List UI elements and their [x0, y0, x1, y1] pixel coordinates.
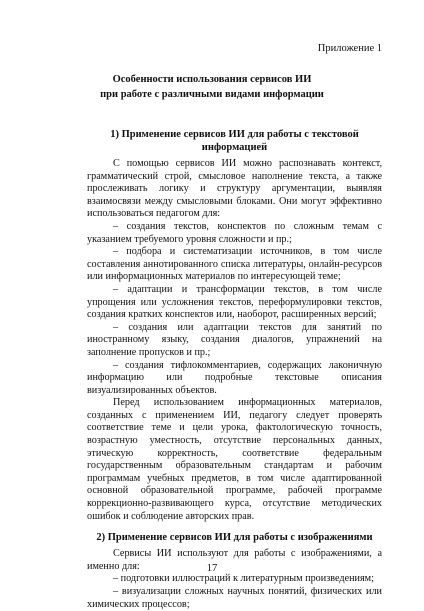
list-item: – создания или адаптации текстов для занятий по иностранному языку, создания диалогов, упражнений на заполнение пропусков и пр.; — [87, 321, 382, 358]
list-item: – визуализации сложных научных понятий, физических или химических процессов; — [87, 586, 382, 610]
page-number: 17 — [206, 563, 218, 574]
list-item: – подготовки иллюстраций к литературным произведениям; — [113, 573, 374, 585]
document-body — [87, 128, 382, 611]
list-item: – создания тифлокомментариев, содержащих лаконичную информацию или подробные текстовые описания визуализированных объектов. — [87, 359, 382, 396]
appendix-label: Приложение 1 — [317, 43, 382, 54]
section-2-intro: Сервисы ИИ используют для работы с изображениями, а именно для: — [87, 548, 382, 572]
section-1-intro: С помощью сервисов ИИ можно распознавать контекст, грамматический строй, смысловое наполнение текста, а также прослеживать логику и структуру аргументации, выявляя взаимосвязи между смысловыми блоками. Они могут эффективно использоваться педагогом для: — [87, 158, 382, 220]
document-title — [0, 72, 424, 102]
section-1-closing: Перед использованием информационных материалов, созданных с применением ИИ, педагогу следует проверять соответствие теме и цели урока, фактологическую точность, возрастную уместность, отсутствие персональных данных, этическую корректность, соответствие федеральным государственным образовательным стандартам и рабочим программам учебных предметов, в том числе адаптированной основной образовательной программе, рабочей программе коррекционно-развивающего курса, отсутствие методических ошибок и соблюдение авторских прав. — [87, 397, 382, 522]
section-1-heading: 1) Применение сервисов ИИ для работы с текстовой информацией — [110, 129, 359, 153]
list-item: – подбора и систематизации источников, в том числе составления аннотированного списка литературы, онлайн-ресурсов или информационных материалов по интересующей теме; — [87, 246, 382, 283]
title-line-2: при работе с различными видами информации — [100, 89, 324, 100]
list-item: – создания текстов, конспектов по сложным темам с указанием требуемого уровня сложности и пр.; — [87, 220, 382, 245]
title-line-1: Особенности использования сервисов ИИ — [112, 74, 312, 85]
list-item: – адаптации и трансформации текстов, в том числе упрощения или усложнения текстов, переформулировки текстов, создания кратких конспектов или, наоборот, расширенных версий; — [87, 283, 382, 321]
section-2-heading: 2) Применение сервисов ИИ для работы с изображениями — [96, 532, 373, 544]
